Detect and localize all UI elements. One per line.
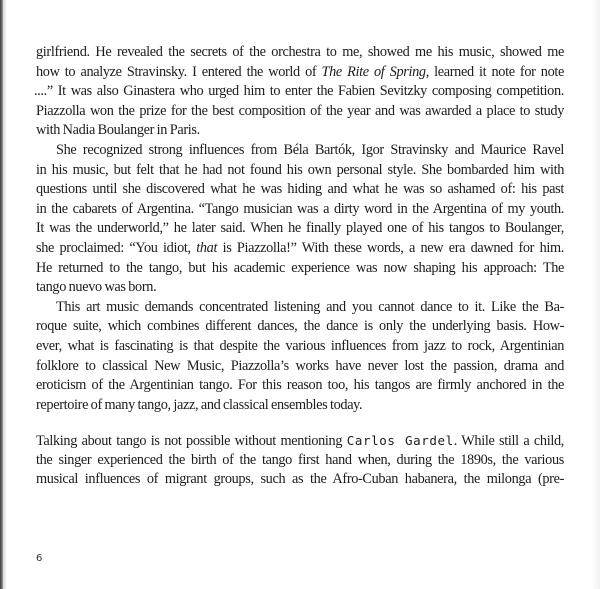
paragraph-4 xyxy=(36,431,564,490)
text-line: tango nuevo was born. xyxy=(36,279,157,296)
text-span: Talking about tango is not possible without mentioning xyxy=(36,433,347,450)
text-span: , learned it note for note xyxy=(425,63,564,80)
text-line: eroticism of the Argentinian tango. For this reason too, his tangos are firmly anchored in the xyxy=(36,377,564,394)
text-line: She recognized strong influences from Béla Bartók, Igor Stravinsky and Maurice Ravel xyxy=(56,141,564,158)
scan-right-edge xyxy=(592,0,600,589)
paragraph-1 xyxy=(36,43,564,141)
text-line: roque suite, which combines different dances, the dance is only the underlying basis. How- xyxy=(36,318,564,335)
text-span: how to analyze Stravinsky. I entered the world of xyxy=(36,63,322,80)
paragraph-3 xyxy=(36,298,564,416)
text-line: the singer experienced the birth of the tango first hand when, during the 1890s, the various xyxy=(36,451,564,468)
scan-left-shadow xyxy=(3,0,7,589)
italic-title: The Rite of Spring xyxy=(321,63,426,80)
text-line: Piazzolla won the prize for the best composition of the year and was awarded a place to study xyxy=(36,102,564,119)
document-page xyxy=(36,43,564,490)
text-line: ever, what is fascinating is that despite the various influences from jazz to rock, Argentinian xyxy=(36,337,564,354)
text-line xyxy=(36,63,564,83)
name-highlight: Carlos Gardel xyxy=(346,433,454,449)
text-line: in the cabarets of Argentina. “Tango musician was a dirty word in the Argentina of my youth. xyxy=(36,200,564,217)
text-line: musical influences of migrant groups, such as the Afro-Cuban habanera, the milonga (pre- xyxy=(36,471,564,488)
text-line: repertoire of many tango, jazz, and classical ensembles today. xyxy=(36,396,363,413)
paragraph-gap xyxy=(36,415,564,431)
page-number: 6 xyxy=(36,553,43,564)
text-line: in his music, but felt that he had not found his own personal style. She bombarded him with xyxy=(36,161,564,178)
paragraph-2 xyxy=(36,141,564,298)
text-span: . While still a child, xyxy=(453,433,564,450)
text-line: He returned to the tango, but his academic experience was now shaping his approach: The xyxy=(36,259,564,276)
text-line xyxy=(36,239,564,259)
text-line: It was the underworld,” he later said. When he finally played one of his tangos to Boulanger, xyxy=(36,220,564,237)
text-line: This art music demands concentrated listening and you cannot dance to it. Like the Ba- xyxy=(56,298,564,315)
text-span: is Piazzolla!” With these words, a new era dawned for him. xyxy=(217,239,564,256)
text-line: folklore to classical New Music, Piazzolla’s works have never lost the passion, drama and xyxy=(36,357,564,374)
text-span: she proclaimed: “You idiot, xyxy=(36,239,197,256)
italic-emphasis: that xyxy=(196,239,218,256)
text-line: girlfriend. He revealed the secrets of the orchestra to me, showed me his music, showed me xyxy=(36,44,564,60)
text-line xyxy=(36,431,564,451)
text-line: with Nadia Boulanger in Paris. xyxy=(36,122,200,139)
text-line: questions until she discovered what he was hiding and what he was so ashamed of: his past xyxy=(36,181,564,198)
text-line: ....” It was also Ginastera who urged him to enter the Fabien Sevitzky composing competition. xyxy=(34,83,564,100)
